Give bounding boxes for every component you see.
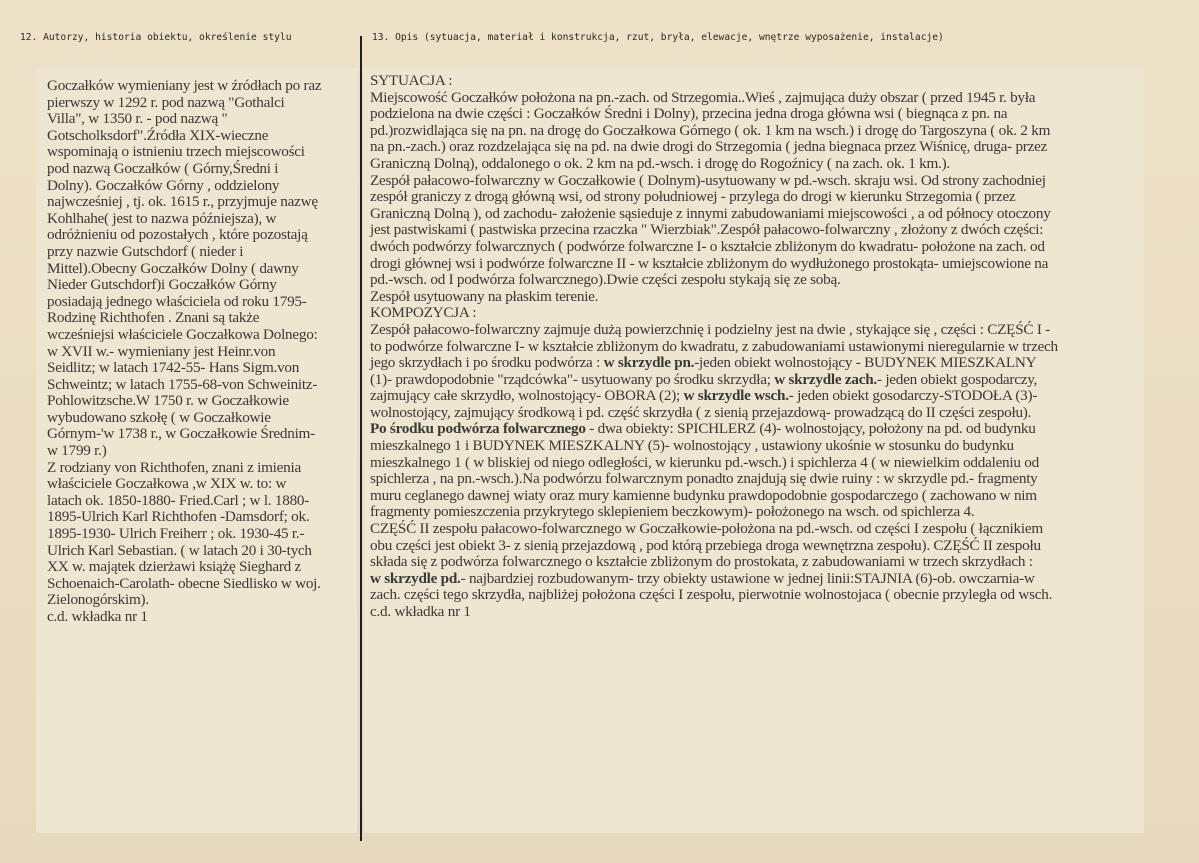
history-line: Dolny). Goczałków Górny , oddzielony: [47, 176, 280, 194]
description-line: zespół graniczy z drogą główną wsi, od strony południowej - przylega do drogi w kierunku Strzegomia ( przez: [370, 188, 1016, 206]
description-line: muru ceglanego dawnej wiaty oraz mury kamienne budynku prawdopodobnie gospodarczego ( zachowano w nim: [370, 486, 1037, 504]
description-line: Zespół pałacowo-folwarczny w Goczałkowie ( Dolnym)-usytuowany w pd.-wsch. skraju wsi. Od strony zachodniej: [370, 171, 1046, 189]
description-line: dwóch podwórzy folwarcznych ( podwórze folwarczne I- o kształcie zbliżonym do kwadratu- położone na zach. od: [370, 237, 1045, 255]
description-line: Miejscowość Goczałków położona na pn.-zach. od Strzegomia..Wieś , zajmująca duży obszar ( przed 1945 r. była: [370, 88, 1036, 106]
history-line: Z rodziany von Richthofen, znani z imienia: [47, 458, 301, 476]
history-line: Mittel).Obecny Goczałków Dolny ( dawny: [47, 259, 299, 277]
history-line: Schweintz; w latach 1755-68-von Schweinitz-: [47, 375, 318, 393]
history-line: właściciele Goczałkowa ,w XIX w. to: w: [47, 475, 287, 493]
description-line: Zespół pałacowo-folwarczny zajmuje dużą powierzchnię i podzielny jest na dwie , stykające się , części : CZĘŚĆ I -: [370, 320, 1050, 338]
description-line: to podwórze folwarczne I- w kształcie zbliżonym do kwadratu, z zabudowaniami ustawionymi nieregularnie w trzech: [370, 337, 1058, 355]
description-line: zach. części tego skrzydła, najbliżej położona części I zespołu, pierwotnie wolnostojaca ( obecnie przyległa od wsch.: [370, 586, 1053, 604]
description-line: składa się z podwórza folwarcznego o kształcie zbliżonym do prostokata, z zabudowaniami w trzech skrzydłach :: [370, 553, 1033, 571]
history-line: Goczałków wymieniany jest w źródłach po raz: [47, 77, 322, 94]
description-line: fragmenty pomieszczenia przykrytego sklepieniem beczkowym)- położonego na wsch. od spichlerza 4.: [370, 503, 975, 521]
history-line: Nieder Gutschdorf)i Goczałków Górny: [47, 276, 277, 294]
description-line: mieszkalnego 1 ( w bliskiej od niego odległości, w kierunku pd.-wsch.) i spichlerza 4 ( w niewielkim oddaleniu od: [370, 453, 1039, 471]
history-line: przy nazwie Gutschdorf ( nieder i: [47, 242, 244, 260]
description-line: pd.-wsch. od I podwórza folwarcznego).Dwie części zespołu stykają się ze sobą.: [370, 271, 841, 289]
history-line: 1895-Ulrich Karl Richthofen -Damsdorf; ok.: [47, 508, 310, 526]
description-line: Graniczną Dolną), oddalonego o ok. 2 km na pd.-wsch. i drogę do Rogoźnicy ( na zach. ok. 1 km.).: [370, 154, 950, 172]
description-line: w skrzydle pd.- najbardziej rozbudowanym- trzy obiekty ustawione w jednej linii:STAJNIA (6)-ob. owczarnia-w: [370, 569, 1035, 587]
history-line: XX w. majątek dzierżawi książę Sieghard z: [47, 558, 302, 576]
history-line: Kohlhahe( jest to nazwa późniejsza), w: [47, 209, 277, 227]
history-line: posiadają jednego właściciela od roku 1795-: [47, 292, 307, 310]
description-line: Graniczną Dolną ), od zachodu- założenie sąsieduje z innymi zabudowaniami miejscowości , a od północy otoczony: [370, 204, 1051, 222]
history-line: wspominają o istnieniu trzech miejscowości: [47, 143, 305, 161]
history-line: latach ok. 1850-1880- Fried.Carl ; w l. 1880-: [47, 491, 310, 509]
history-line: Ulrich Karl Sebastian. ( w latach 20 i 30-tych: [47, 541, 312, 559]
history-line: 1895-1930- Ulrich Freiherr ; ok. 1930-45 r.-: [47, 525, 305, 543]
section-12-header: 12. Autorzy, historia obiektu, określenie stylu: [20, 32, 292, 43]
description-line: podzielona na dwie części : Goczałków Średni i Dolny), przecina jedna droga główna wsi ( biegnąca z pn. na: [370, 105, 1008, 123]
description-line: jest pastwiskami ( pastwiska przecina rzaczka " Wierzbiak".Zespół pałacowo-folwarczny , złożony z dwóch części:: [370, 221, 1044, 239]
history-text: [47, 78, 362, 626]
history-line: w 1799 r.): [47, 442, 107, 460]
description-line: CZĘŚĆ II zespołu pałacowo-folwarcznego w Goczałkowie-położona na pd.-wsch. od części I zespołu ( łącznikiem: [370, 520, 1043, 538]
description-line: SYTUACJA :: [370, 72, 453, 89]
description-line: jego skrzydłach i po środku podwórza : w skrzydle pn.-jeden obiekt wolnostojący - BUDYNEK MIESZKALNY: [370, 354, 1037, 372]
description-line: KOMPOZYCJA :: [370, 304, 477, 322]
history-line: w XVII w.- wymieniany jest Heinr.von: [47, 342, 276, 360]
history-line: wcześniejsi właściciele Goczałkowa Dolnego:: [47, 325, 318, 343]
description-line: Po środku podwórza folwarcznego - dwa obiekty: SPICHLERZ (4)- wolnostojący, położony na pd. od budynku: [370, 420, 1036, 438]
history-line: Rodzinę Richthofen . Znani są także: [47, 309, 260, 327]
description-line: na pn.-zach.) oraz rozdzelająca się na pd. na dwie drogi do Strzegomia ( jedna biegnaca przez Wiśnicę, druga- przez: [370, 138, 1048, 156]
description-line: mieszkalnego 1 i BUDYNEK MIESZKALNY (5)- wolnostojący , ustawiony ukośnie w stosunku do budynku: [370, 437, 1014, 455]
history-line: pierwszy w 1292 r. pod nazwą "Gothalci: [47, 93, 285, 111]
history-line: najwcześniej , tj. ok. 1615 r., przyjmuje nazwę: [47, 193, 318, 211]
description-text: [370, 73, 1145, 621]
history-line: odróżnieniu od pozostałych , które pozostają: [47, 226, 308, 244]
description-line: Zespół usytuowany na płaskim terenie.: [370, 287, 599, 305]
description-line: wolnostojący, zajmujący środkową i pd. część skrzydła ( z sienią przejazdową- prowadzącą do II części zespołu).: [370, 403, 1032, 421]
description-line: c.d. wkładka nr 1: [370, 603, 471, 620]
history-line: wybudowano szkołę ( w Goczałkowie: [47, 408, 271, 426]
history-line: Schoenaich-Carolath- obecne Siedlisko w woj.: [47, 574, 321, 592]
description-line: obu części jest obiekt 3- z sienią przejazdową , pod którą przebiega droga wewnętrzna zespołu). CZĘŚĆ II zespołu: [370, 536, 1041, 554]
description-line: zajmujący całe skrzydło, wolnostojący- OBORA (2); w skrzydle wsch.- jeden obiekt gosodarczy-STODOŁA (3)-: [370, 387, 1038, 405]
description-line: drogi głównej wsi i podwórze folwarczne II - w kształcie zbliżonym do wydłużonego prostokąta- umiejscowione na: [370, 254, 1049, 272]
history-line: Villa", w 1350 r. - pod nazwą ": [47, 110, 228, 128]
history-line: Seidlitz; w latach 1742-55- Hans Sigm.von: [47, 359, 300, 377]
description-line: spichlerza , na pn.-wsch.).Na podwórzu folwarcznym ponadto znajdują się dwie ruiny : w skrzydle pd.- fragmenty: [370, 470, 1038, 488]
history-line: Górnym-'w 1738 r., w Goczałkowie Średnim-: [47, 425, 315, 443]
history-line: Gotscholksdorf".Źródła XIX-wieczne: [47, 126, 269, 144]
history-line: pod nazwą Goczałków ( Górny,Średni i: [47, 159, 279, 177]
history-line: Zielonogórskim).: [47, 591, 149, 609]
history-line: c.d. wkładka nr 1: [47, 608, 148, 625]
description-line: pd.)rozwidlająca się na pn. na drogę do Goczałkowa Górnego ( ok. 1 km na wsch.) i drogę do Targoszyna ( ok. 2 km: [370, 121, 1051, 139]
section-13-header: 13. Opis (sytuacja, materiał i konstrukcja, rzut, bryła, elewacje, wnętrze wyposażenie, instalacje): [372, 32, 944, 43]
description-line: (1)- prawdopodobnie "rządcówka"- usytuowany po środku skrzydła; w skrzydle zach.- jeden obiekt gospodarczy,: [370, 370, 1038, 388]
history-line: Pohlowitzsche.W 1750 r. w Goczałkowie: [47, 392, 289, 410]
